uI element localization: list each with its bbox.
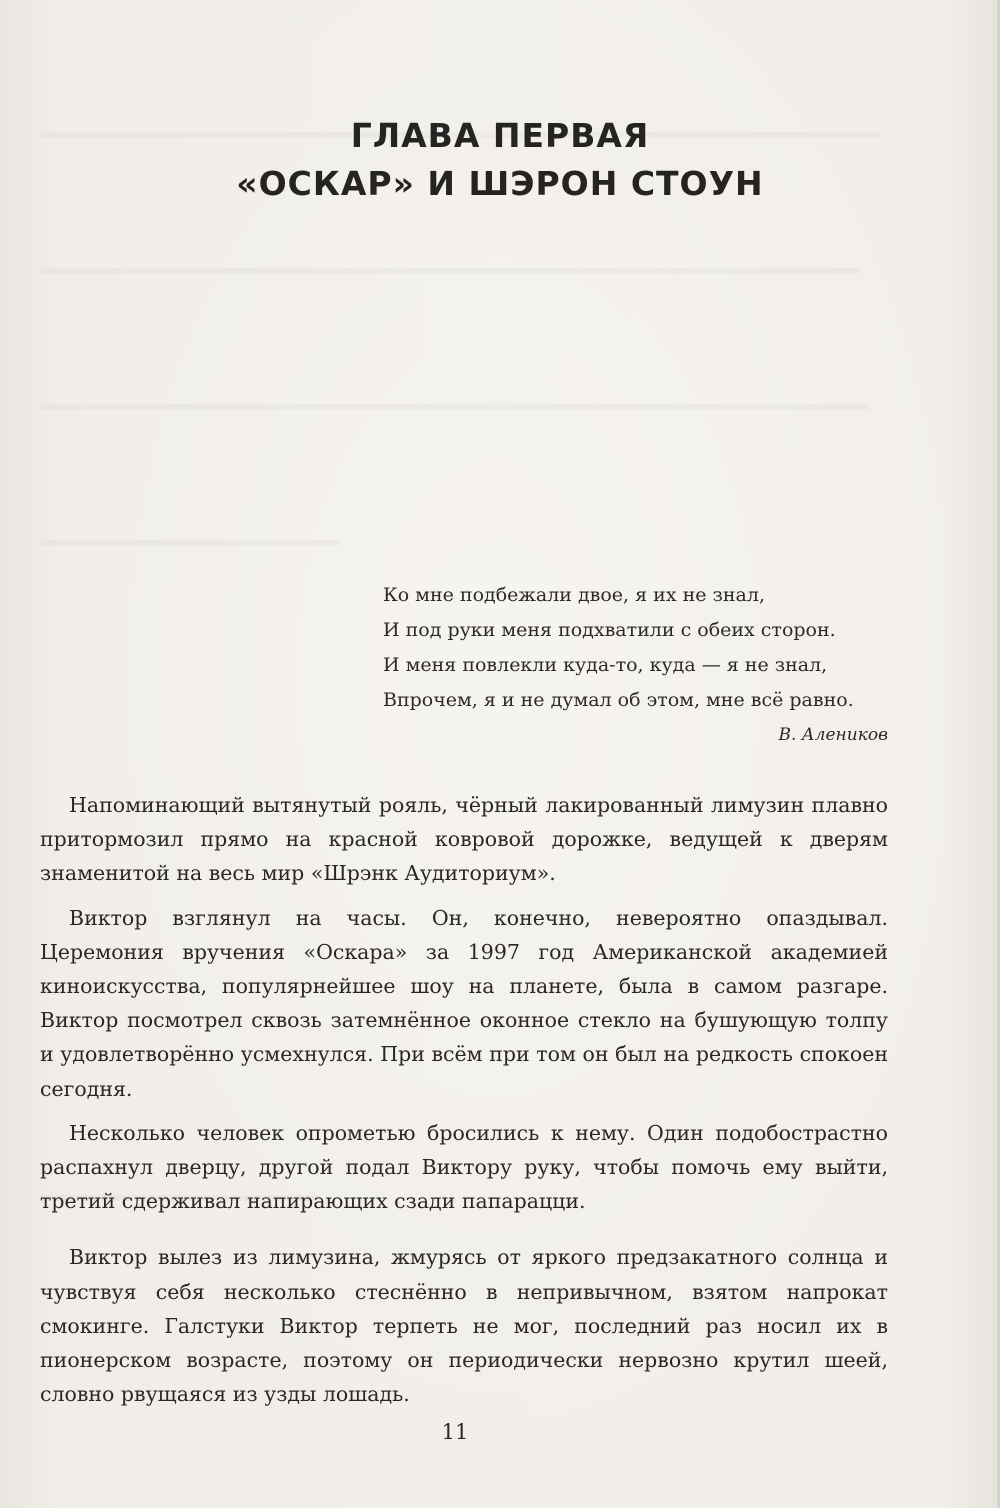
epigraph-line: Впрочем, я и не думал об этом, мне всё равно. (383, 689, 854, 711)
bleed-through (40, 268, 860, 274)
body-text (40, 788, 888, 1421)
bleed-through (40, 540, 340, 546)
epigraph (383, 578, 888, 750)
epigraph-line: Ко мне подбежали двое, я их не знал, (383, 584, 765, 606)
chapter-title-line-1: ГЛАВА ПЕРВАЯ (350, 116, 650, 155)
epigraph-line: И меня повлекли куда-то, куда — я не знал, (383, 654, 828, 676)
paragraph: Виктор вылез из лимузина, жмурясь от яркого предзакатного солнца и чувствуя себя несколько стеснённо в непривычном, взятом напрокат смокинге. Галстуки Виктор терпеть не мог, последний раз носил их в пионерском возрасте, поэтому он периодически нервозно крутил шеей, словно рвущаяся из узды лошадь. (40, 1245, 888, 1407)
epigraph-author: В. Алеников (778, 725, 888, 745)
paragraph: Напоминающий вытянутый рояль, чёрный лакированный лимузин плавно притормозил прямо на красной ковровой дорожке, ведущей к дверям знаменитой на весь мир «Шрэнк Аудиториум». (40, 793, 888, 886)
page-number: 11 (441, 1420, 469, 1444)
epigraph-line: И под руки меня подхватили с обеих сторон. (383, 619, 836, 641)
bleed-through (40, 404, 870, 410)
chapter-title (0, 112, 1000, 208)
paragraph: Несколько человек опрометью бросились к нему. Один подобострастно распахнул дверцу, другой подал Виктору руку, чтобы помочь ему выйти, третий сдерживал напирающих сзади папарацци. (40, 1120, 888, 1214)
chapter-title-line-2: «ОСКАР» И ШЭРОН СТОУН (236, 164, 764, 203)
paragraph: Виктор взглянул на часы. Он, конечно, невероятно опаздывал. Церемония вручения «Оскара» за 1997 год Американской академией киноискусства, популярнейшее шоу на планете, была в самом разгаре. Виктор посмотрел сквозь затемнённое оконное стекло на бушующую толпу и удовлетворённо усмехнулся. При всём при том он был на редкость спокоен сегодня. (40, 905, 888, 1101)
